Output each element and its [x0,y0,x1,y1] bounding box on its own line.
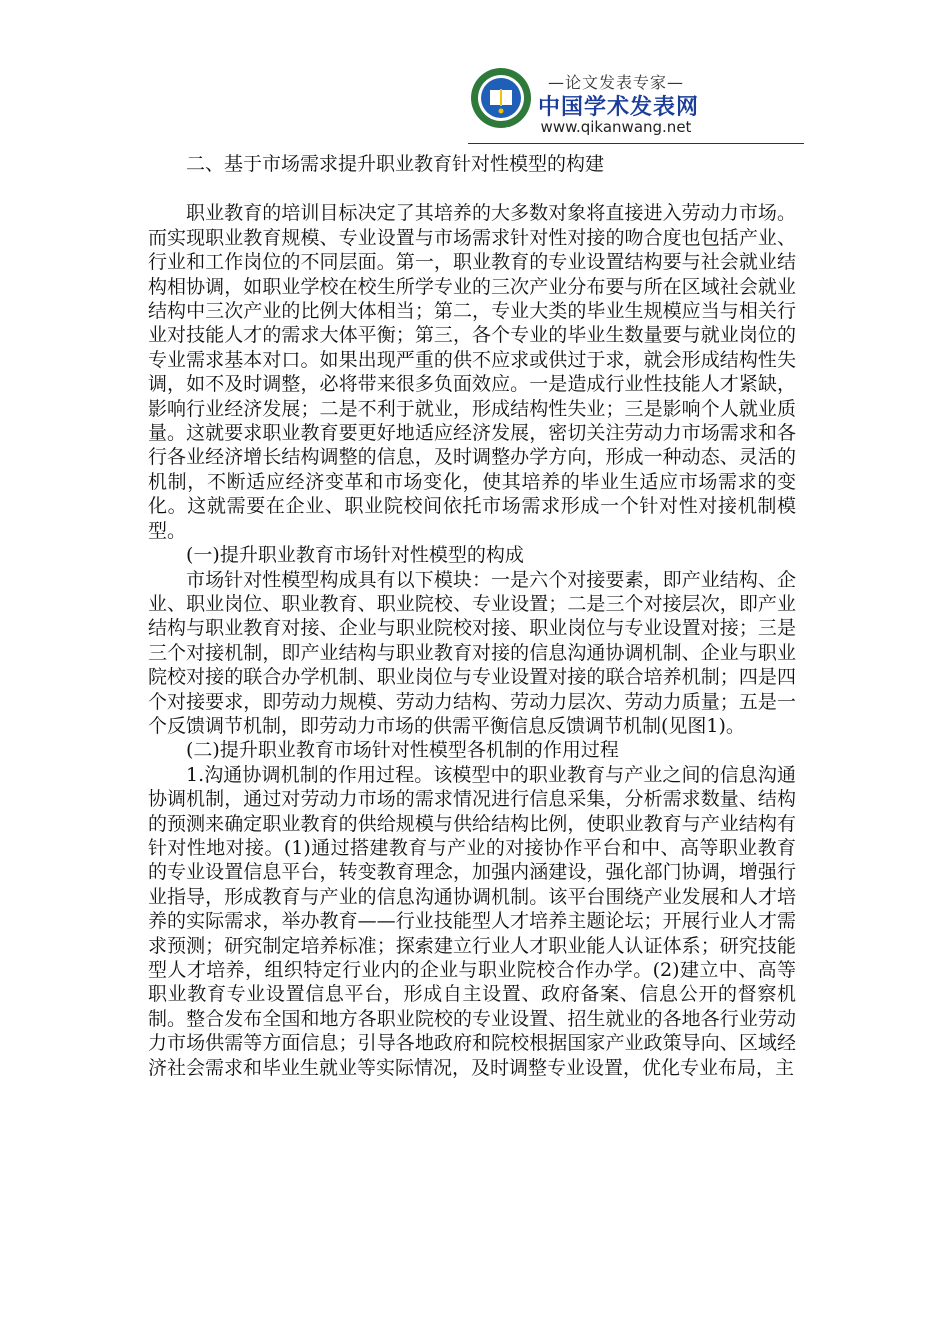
book-seal-icon [470,67,532,129]
header-divider [468,143,804,144]
paragraph-mechanism: 1.沟通协调机制的作用过程。该模型中的职业教育与产业之间的信息沟通协调机制，通过对劳动力市场的需求情况进行信息采集，分析需求数量、结构的预测来确定职业教育的供给规模与供给结构比例，使职业教育与产业结构有针对性地对接。(1)通过搭建教育与产业的对接协作平台和中、高等职业教育的专业设置信息平台，转变教育理念，加强内涵建设，强化部门协调，增强行业指导，形成教育与产业的信息沟通协调机制。该平台围绕产业发展和人才培养的实际需求，举办教育——行业技能型人才培养主题论坛；开展行业人才需求预测；研究制定培养标准；探索建立行业人才职业能人认证体系；研究技能型人才培养，组织特定行业内的企业与职业院校合作办学。(2)建立中、高等职业教育专业设置信息平台，形成自主设置、政府备案、信息公开的督察机制。整合发布全国和地方各职业院校的专业设置、招生就业的各地各行业劳动力市场供需等方面信息；引导各地政府和院校根据国家产业政策导向、区域经济社会需求和毕业生就业等实际情况，及时调整专业设置，优化专业布局，主 [148,763,796,1079]
paragraph-intro: 职业教育的培训目标决定了其培养的大多数对象将直接进入劳动力市场。而实现职业教育规模、专业设置与市场需求针对性对接的吻合度也包括产业、行业和工作岗位的不同层面。第一，职业教育的专业设置结构要与社会就业结构相协调，如职业学校在校生所学专业的三次产业分布要与所在区域社会就业结构中三次产业的比例大体相当；第二，专业大类的毕业生规模应当与相关行业对技能人才的需求大体平衡；第三，各个专业的毕业生数量要与就业岗位的专业需求基本对口。如果出现严重的供不应求或供过于求，就会形成结构性失调，如不及时调整，必将带来很多负面效应。一是造成行业性技能人才紧缺，影响行业经济发展；二是不利于就业，形成结构性失业；三是影响个人就业质量。这就要求职业教育要更好地适应经济发展，密切关注劳动力市场需求和各行各业经济增长结构调整的信息，及时调整办学方向，形成一种动态、灵活的机制，不断适应经济变革和市场变化，使其培养的毕业生适应市场需求的变化。这就需要在企业、职业院校间依托市场需求形成一个针对性对接机制模型。 [148,202,796,542]
paragraph-model-components: 市场针对性模型构成具有以下模块：一是六个对接要素，即产业结构、企业、职业岗位、职业教育、职业院校、专业设置；二是三个对接层次，即产业结构与职业教育对接、企业与职业院校对接、职业岗位与专业设置对接；三是三个对接机制，即产业结构与职业教育对接的信息沟通协调机制、企业与职业院校对接的联合办学机制、职业岗位与专业设置对接的联合培养机制；四是四个对接要求，即劳动力规模、劳动力结构、劳动力层次、劳动力质量；五是一个反馈调节机制，即劳动力市场的供需平衡信息反馈调节机制(见图1)。 [148,568,796,737]
subsection-heading-2: (二)提升职业教育市场针对性模型各机制的作用过程 [186,739,619,762]
site-logo [468,66,700,144]
article-body [148,150,796,1080]
section-title: 二、基于市场需求提升职业教育针对性模型的构建 [186,153,605,175]
subsection-heading-1: (一)提升职业教育市场针对性模型的构成 [186,544,524,567]
logo-url: www.qikanwang.net [540,118,692,136]
logo-slogan: —论文发表专家— [547,73,684,92]
logo-brand-name: 中国学术发表网 [538,95,700,120]
